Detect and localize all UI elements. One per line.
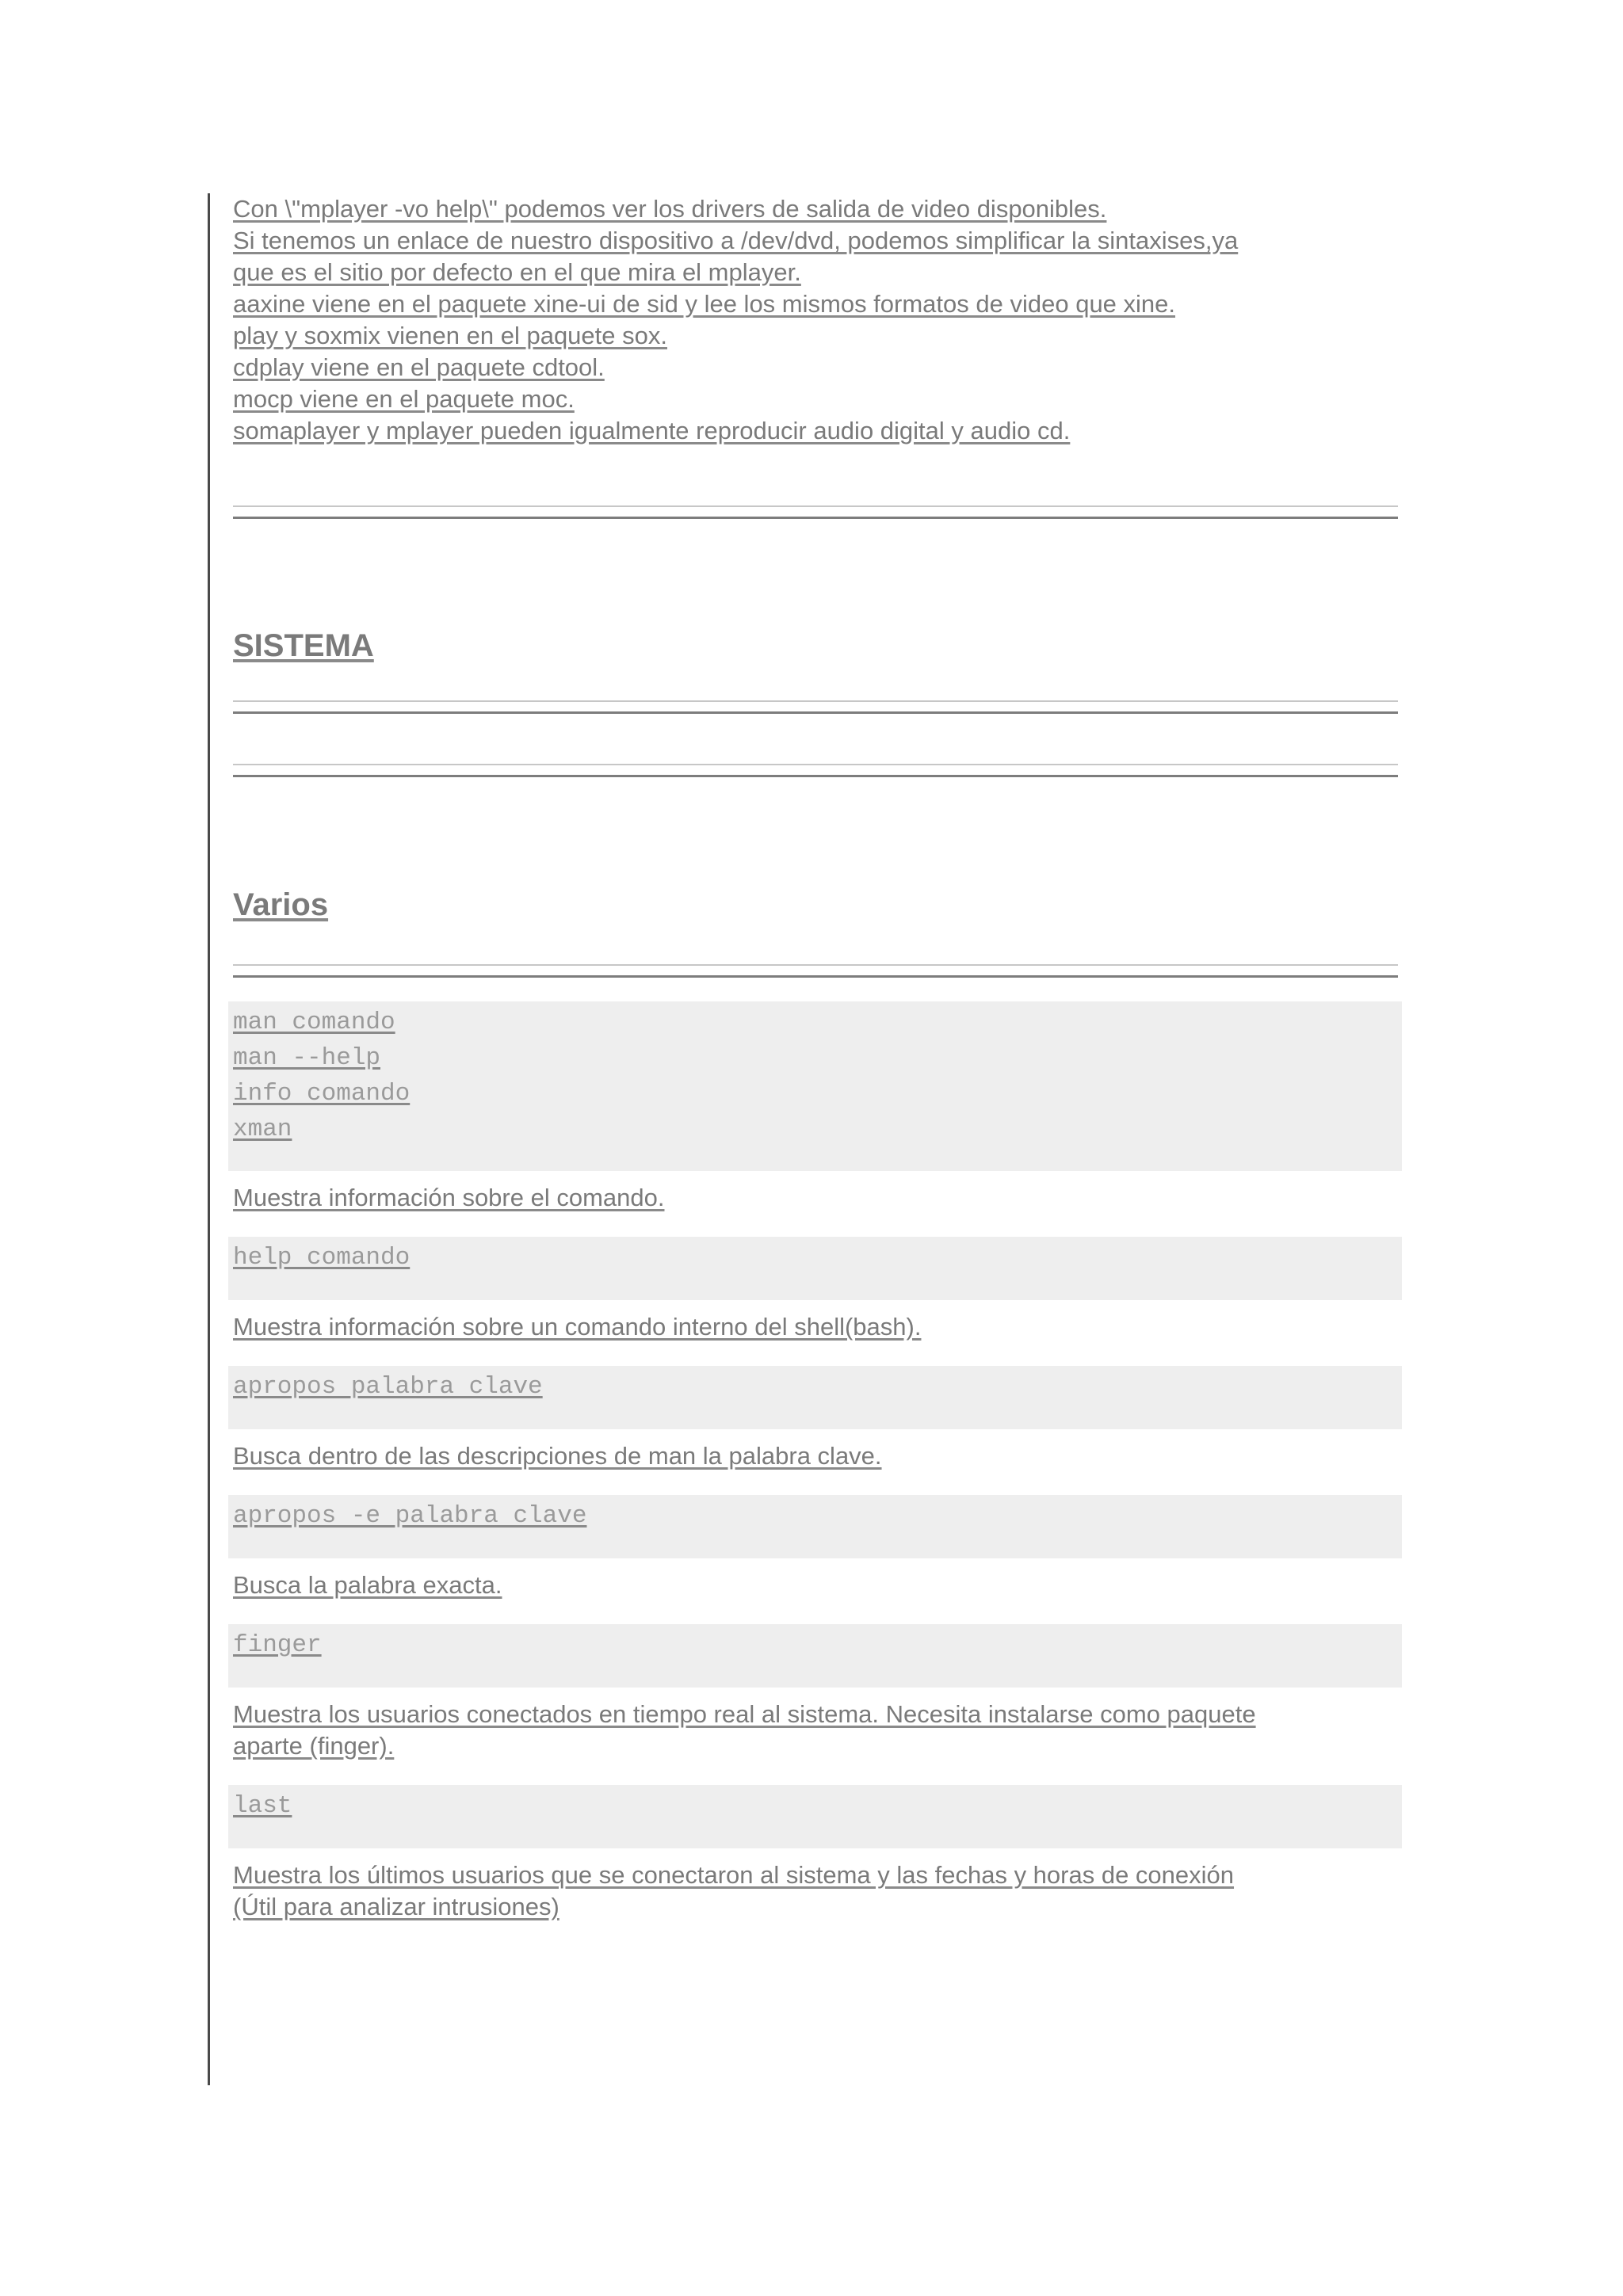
command-description: Muestra información sobre un comando interno del shell(bash). <box>233 1313 922 1341</box>
code-block <box>228 1237 1402 1300</box>
command-description: Muestra los usuarios conectados en tiempo real al sistema. Necesita instalarse como paquete <box>233 1700 1256 1728</box>
code-line: help comando <box>233 1244 411 1272</box>
intro-paragraph <box>233 193 1402 447</box>
horizontal-separator <box>233 964 1398 980</box>
section-title-sistema: SISTEMA <box>233 628 374 663</box>
command-description: Busca dentro de las descripciones de man la palabra clave. <box>233 1442 882 1470</box>
document-body <box>233 193 1402 1923</box>
code-line: last <box>233 1792 292 1820</box>
code-block <box>228 1495 1402 1558</box>
code-line: finger <box>233 1631 322 1659</box>
code-line: xman <box>233 1116 292 1143</box>
code-block <box>228 1001 1402 1171</box>
section-title-varios: Varios <box>233 887 329 922</box>
intro-line: mocp viene en el paquete moc. <box>233 385 575 413</box>
command-description: Busca la palabra exacta. <box>233 1571 502 1599</box>
code-line: info comando <box>233 1080 411 1108</box>
code-line: apropos palabra clave <box>233 1373 543 1401</box>
code-line: man comando <box>233 1009 395 1036</box>
code-line: apropos -e palabra clave <box>233 1502 587 1530</box>
intro-line: Con \"mplayer -vo help\" podemos ver los drivers de salida de video disponibles. <box>233 195 1107 223</box>
intro-line: somaplayer y mplayer pueden igualmente reproducir audio digital y audio cd. <box>233 417 1071 444</box>
code-block <box>228 1785 1402 1848</box>
intro-line: Si tenemos un enlace de nuestro dispositivo a /dev/dvd, podemos simplificar la sintaxises,ya <box>233 227 1239 254</box>
code-block <box>228 1624 1402 1688</box>
intro-line: play y soxmix vienen en el paquete sox. <box>233 322 667 349</box>
command-description: Muestra información sobre el comando. <box>233 1184 665 1211</box>
command-description: aparte (finger). <box>233 1732 395 1760</box>
horizontal-separator <box>233 764 1398 780</box>
command-description: Muestra los últimos usuarios que se conectaron al sistema y las fechas y horas de conexión <box>233 1861 1235 1889</box>
left-vertical-rule <box>208 193 210 2085</box>
intro-line: cdplay viene en el paquete cdtool. <box>233 353 605 381</box>
command-description: (Útil para analizar intrusiones) <box>233 1893 559 1920</box>
intro-line: aaxine viene en el paquete xine-ui de sid y lee los mismos formatos de video que xine. <box>233 290 1176 318</box>
horizontal-separator <box>233 700 1398 716</box>
code-line: man --help <box>233 1044 381 1072</box>
horizontal-separator <box>233 505 1398 521</box>
code-block <box>228 1366 1402 1429</box>
intro-line: que es el sitio por defecto en el que mira el mplayer. <box>233 258 801 286</box>
